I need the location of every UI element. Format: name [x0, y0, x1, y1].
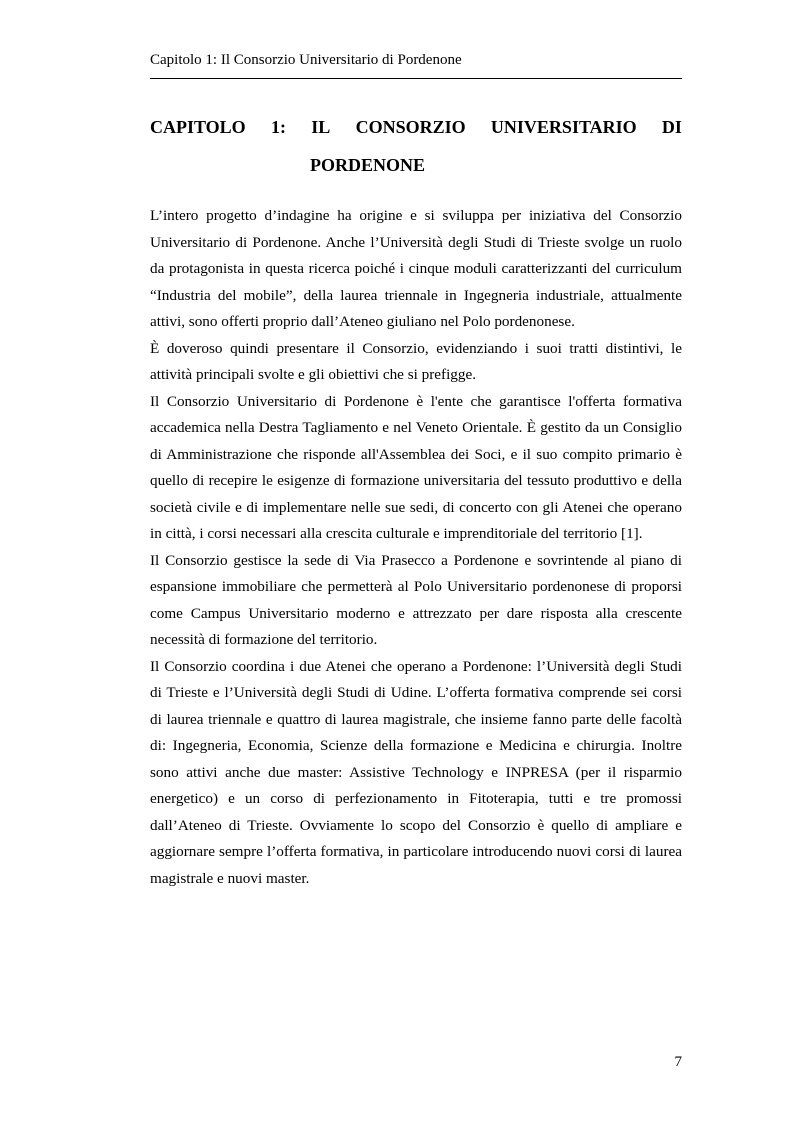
paragraph-presentation: È doveroso quindi presentare il Consorzio, evidenziando i suoi tratti distintivi, le attività principali svolte e gli obiettivi che si prefigge.: [150, 339, 682, 383]
paragraph-consortium-role: Il Consorzio Universitario di Pordenone è l'ente che garantisce l'offerta formativa accademica nella Destra Tagliamento e nel Veneto Orientale. È gestito da un Consiglio di Amministrazione che risponde all'Assemblea dei Soci, e il suo compito primario è quello di recepire le esigenze di formazione universitaria del tessuto produttivo e della società civile e di implementare nelle sue sedi, di concerto con gli Atenei che operano in città, i corsi necessari alla crescita culturale e imprenditoriale del territorio [1].: [150, 392, 682, 542]
running-header: Capitolo 1: Il Consorzio Universitario di Pordenone: [150, 52, 462, 68]
chapter-title-line-2: PORDENONE: [310, 155, 426, 175]
paragraph-intro: L’intero progetto d’indagine ha origine e si sviluppa per iniziativa del Consorzio Universitario di Pordenone. Anche l’Università degli Studi di Trieste svolge un ruolo da protagonista in questa ricerca poiché i cinque moduli caratterizzanti del curriculum “Industria del mobile”, della laurea triennale in Ingegneria industriale, attualmente attivi, sono offerti proprio dall’Ateneo giuliano nel Polo pordenonese.: [150, 207, 682, 330]
paragraph-campus: Il Consorzio gestisce la sede di Via Prasecco a Pordenone e sovrintende al piano di espansione immobiliare che permetterà al Polo Universitario pordenonese di proporsi come Campus Universitario moderno e attrezzato per dare risposta alla crescente necessità di formazione del territorio.: [150, 551, 682, 648]
paragraph-offer: Il Consorzio coordina i due Atenei che operano a Pordenone: l’Università degli Studi di Trieste e l’Università degli Studi di Udine. L’offerta formativa comprende sei corsi di laurea triennale e quattro di laurea magistrale, che insieme fanno parte delle facoltà di: Ingegneria, Economia, Scienze della formazione e Medicina e chirurgia. Inoltre sono attivi anche due master: Assistive Technology e INPRESA (per il risparmio energetico) e un corso di perfezionamento in Fitoterapia, tutti e tre promossi dall’Ateneo di Trieste. Ovviamente lo scopo del Consorzio è quello di ampliare e aggiornare sempre l’offerta formativa, in particolare introducendo nuovi corsi di laurea magistrale e nuovi master.: [150, 657, 682, 887]
chapter-title-word: CONSORZIO: [355, 117, 466, 137]
chapter-title-word: CAPITOLO: [150, 117, 246, 137]
chapter-title-word: DI: [661, 117, 682, 137]
chapter-title-word: 1:: [270, 117, 286, 137]
header-divider: [150, 78, 682, 79]
body-text: [150, 203, 682, 892]
chapter-title-line-1: [150, 113, 682, 141]
chapter-title-word: UNIVERSITARIO: [490, 117, 637, 137]
chapter-title: [150, 113, 682, 179]
chapter-title-word: IL: [311, 117, 331, 137]
page-number: 7: [674, 1054, 682, 1070]
